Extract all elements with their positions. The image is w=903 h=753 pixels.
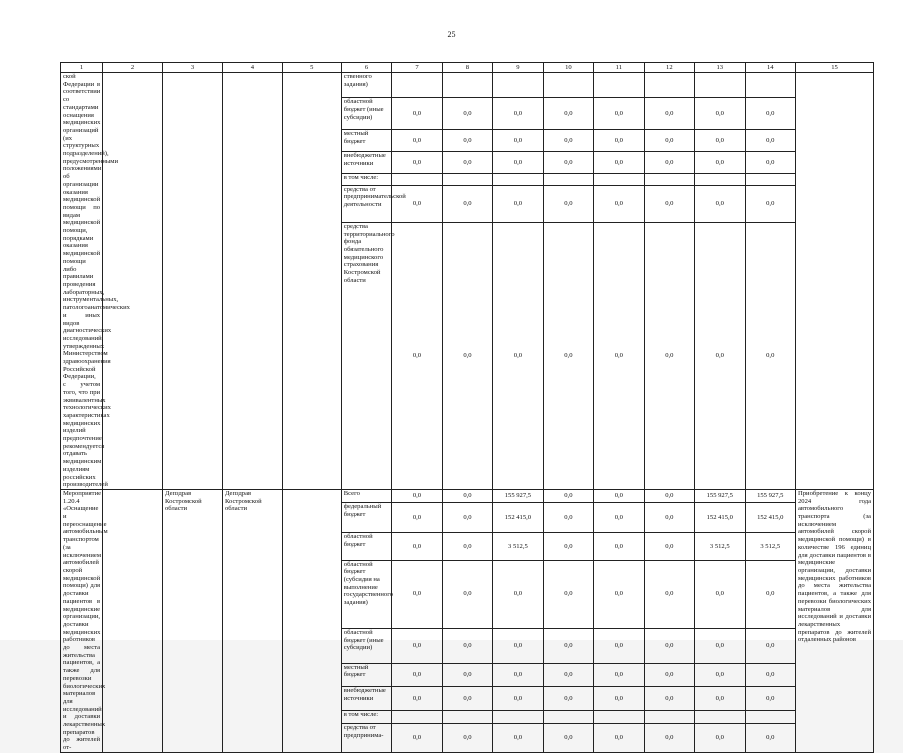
value-cell: 0,0	[695, 152, 745, 174]
value-cell: 0,0	[695, 663, 745, 687]
value-cell: 0,0	[543, 130, 593, 152]
value-cell: 0,0	[695, 560, 745, 628]
value-cell: 0,0	[594, 152, 644, 174]
value-cell	[594, 710, 644, 723]
funding-source: средства территориального фонда обязательного медицинского страхования Костромской области	[341, 222, 391, 489]
value-cell	[543, 173, 593, 185]
value-cell: 0,0	[493, 687, 543, 711]
value-cell: 0,0	[543, 185, 593, 222]
column-header: 15	[795, 63, 873, 73]
value-cell: 152 415,0	[695, 502, 745, 532]
value-cell: 0,0	[442, 628, 492, 663]
value-cell: 0,0	[594, 533, 644, 560]
value-cell: 0,0	[644, 185, 694, 222]
table-row	[61, 73, 874, 98]
value-cell	[543, 710, 593, 723]
value-cell: 0,0	[442, 560, 492, 628]
value-cell: 0,0	[745, 185, 795, 222]
value-cell: 0,0	[392, 185, 442, 222]
value-cell: 0,0	[594, 98, 644, 130]
column-5-cell	[282, 489, 341, 752]
executor-cell: Депздрав Костромской области	[163, 489, 223, 752]
value-cell: 0,0	[442, 663, 492, 687]
value-cell: 0,0	[543, 489, 593, 502]
column-header: 4	[222, 63, 282, 73]
value-cell	[745, 73, 795, 98]
value-cell: 0,0	[745, 687, 795, 711]
value-cell: 0,0	[644, 489, 694, 502]
value-cell: 0,0	[644, 222, 694, 489]
budget-table	[60, 62, 874, 753]
value-cell: 0,0	[594, 502, 644, 532]
funding-source: областной бюджет (иные субсидии)	[341, 98, 391, 130]
value-cell: 0,0	[594, 185, 644, 222]
value-cell: 0,0	[392, 723, 442, 752]
value-cell: 152 415,0	[493, 502, 543, 532]
value-cell: 0,0	[442, 222, 492, 489]
funding-source: ственного задания)	[341, 73, 391, 98]
value-cell	[442, 173, 492, 185]
value-cell: 0,0	[745, 222, 795, 489]
value-cell: 0,0	[644, 152, 694, 174]
value-cell: 0,0	[392, 152, 442, 174]
value-cell	[392, 173, 442, 185]
column-header: 10	[543, 63, 593, 73]
value-cell: 0,0	[745, 560, 795, 628]
value-cell: 0,0	[745, 628, 795, 663]
value-cell: 0,0	[442, 489, 492, 502]
value-cell: 0,0	[594, 130, 644, 152]
value-cell: 0,0	[442, 185, 492, 222]
value-cell: 0,0	[543, 222, 593, 489]
value-cell: 0,0	[644, 628, 694, 663]
value-cell	[493, 73, 543, 98]
value-cell: 3 512,5	[695, 533, 745, 560]
value-cell: 0,0	[392, 687, 442, 711]
value-cell	[493, 710, 543, 723]
value-cell	[442, 73, 492, 98]
column-header: 8	[442, 63, 492, 73]
value-cell	[442, 710, 492, 723]
value-cell: 0,0	[695, 723, 745, 752]
value-cell: 0,0	[695, 130, 745, 152]
value-cell: 0,0	[644, 130, 694, 152]
value-cell: 0,0	[493, 663, 543, 687]
value-cell: 0,0	[493, 723, 543, 752]
value-cell	[543, 73, 593, 98]
value-cell: 0,0	[493, 222, 543, 489]
value-cell: 0,0	[543, 687, 593, 711]
value-cell: 0,0	[745, 663, 795, 687]
value-cell: 0,0	[442, 152, 492, 174]
value-cell: 0,0	[594, 687, 644, 711]
value-cell: 0,0	[392, 533, 442, 560]
value-cell: 0,0	[442, 98, 492, 130]
value-cell: 0,0	[493, 628, 543, 663]
value-cell: 0,0	[543, 663, 593, 687]
value-cell	[493, 173, 543, 185]
value-cell: 0,0	[442, 723, 492, 752]
value-cell: 0,0	[594, 663, 644, 687]
value-cell: 0,0	[392, 130, 442, 152]
value-cell	[644, 710, 694, 723]
value-cell: 0,0	[392, 222, 442, 489]
value-cell: 0,0	[543, 502, 593, 532]
value-cell: 0,0	[695, 98, 745, 130]
value-cell: 3 512,5	[493, 533, 543, 560]
value-cell: 0,0	[392, 489, 442, 502]
funding-source: областной бюджет	[341, 533, 391, 560]
value-cell: 0,0	[594, 222, 644, 489]
value-cell	[745, 173, 795, 185]
column-2-cell	[103, 489, 163, 752]
column-header: 11	[594, 63, 644, 73]
value-cell: 3 512,5	[745, 533, 795, 560]
header-row	[61, 63, 874, 73]
value-cell: 0,0	[493, 185, 543, 222]
value-cell: 0,0	[543, 628, 593, 663]
value-cell: 0,0	[543, 560, 593, 628]
value-cell: 0,0	[695, 628, 745, 663]
value-cell: 0,0	[644, 560, 694, 628]
value-cell	[644, 73, 694, 98]
funding-source: областной бюджет (субсидия на выполнение государственного задания)	[341, 560, 391, 628]
value-cell: 0,0	[644, 723, 694, 752]
funding-source: в том числе:	[341, 173, 391, 185]
value-cell: 0,0	[594, 489, 644, 502]
expected-result: Приобретение к концу 2024 года автомобильного транспорта (за исключением автомобилей скорой медицинской помощи) в количестве 196 единиц для доставки пациентов в медицинские организации, доставки медицинских работников до места жительства пациентов, а также для перевозки биологических материалов для исследований и доставки лекарственных препаратов до жителей отдаленных районов	[795, 489, 873, 752]
column-header: 1	[61, 63, 103, 73]
value-cell: 0,0	[644, 502, 694, 532]
funding-source: местный бюджет	[341, 130, 391, 152]
column-header: 13	[695, 63, 745, 73]
value-cell	[594, 173, 644, 185]
value-cell: 0,0	[442, 533, 492, 560]
activity-description: Мероприятие 1.20.4 «Оснащение и переоснащение автомобильным транспортом (за исключением автомобилей скорой медицинской помощи) для доставки пациентов в медицинские организации, доставки медицинских работников до места жительства пациентов, а также для перевозки биологических материалов для исследований и доставки лекарственных препаратов до жителей от-	[61, 489, 103, 752]
value-cell	[695, 710, 745, 723]
value-cell: 0,0	[543, 152, 593, 174]
funding-source: внебюджетные источники	[341, 687, 391, 711]
value-cell: 0,0	[695, 185, 745, 222]
column-header: 9	[493, 63, 543, 73]
coexecutor-cell: Депздрав Костромской области	[222, 489, 282, 752]
funding-source: внебюджетные источники	[341, 152, 391, 174]
value-cell: 0,0	[392, 628, 442, 663]
value-cell: 155 927,5	[493, 489, 543, 502]
value-cell: 0,0	[644, 98, 694, 130]
column-header: 6	[341, 63, 391, 73]
column-2-cell	[103, 73, 163, 490]
value-cell: 0,0	[442, 502, 492, 532]
expected-result	[795, 73, 873, 490]
value-cell	[695, 173, 745, 185]
table-row	[61, 489, 874, 502]
column-header: 14	[745, 63, 795, 73]
column-header: 3	[163, 63, 223, 73]
value-cell: 0,0	[745, 723, 795, 752]
column-5-cell	[282, 73, 341, 490]
column-header: 2	[103, 63, 163, 73]
value-cell: 0,0	[745, 152, 795, 174]
funding-source: средства от предпринима-	[341, 723, 391, 752]
value-cell: 0,0	[594, 723, 644, 752]
value-cell: 0,0	[392, 560, 442, 628]
funding-source: в том числе:	[341, 710, 391, 723]
value-cell: 0,0	[493, 98, 543, 130]
value-cell: 0,0	[594, 560, 644, 628]
value-cell: 0,0	[695, 687, 745, 711]
column-header: 7	[392, 63, 442, 73]
value-cell: 0,0	[442, 130, 492, 152]
value-cell: 0,0	[543, 533, 593, 560]
funding-source: местный бюджет	[341, 663, 391, 687]
value-cell	[745, 710, 795, 723]
value-cell: 0,0	[543, 723, 593, 752]
value-cell: 0,0	[644, 533, 694, 560]
value-cell: 0,0	[644, 663, 694, 687]
value-cell: 0,0	[745, 98, 795, 130]
value-cell: 0,0	[392, 663, 442, 687]
value-cell: 0,0	[745, 130, 795, 152]
funding-source: областной бюджет (иные субсидии)	[341, 628, 391, 663]
column-header: 12	[644, 63, 694, 73]
column-header: 5	[282, 63, 341, 73]
value-cell	[392, 710, 442, 723]
funding-source: федеральный бюджет	[341, 502, 391, 532]
funding-source: средства от предпринимательской деятельности	[341, 185, 391, 222]
value-cell: 0,0	[644, 687, 694, 711]
value-cell: 152 415,0	[745, 502, 795, 532]
value-cell: 155 927,5	[745, 489, 795, 502]
executor-cell	[163, 73, 223, 490]
page-number: 25	[447, 30, 456, 39]
value-cell: 0,0	[594, 628, 644, 663]
value-cell	[644, 173, 694, 185]
value-cell: 0,0	[493, 130, 543, 152]
value-cell: 155 927,5	[695, 489, 745, 502]
coexecutor-cell	[222, 73, 282, 490]
value-cell: 0,0	[493, 152, 543, 174]
value-cell	[695, 73, 745, 98]
value-cell: 0,0	[493, 560, 543, 628]
value-cell: 0,0	[442, 687, 492, 711]
value-cell: 0,0	[392, 502, 442, 532]
value-cell	[392, 73, 442, 98]
value-cell: 0,0	[392, 98, 442, 130]
value-cell: 0,0	[695, 222, 745, 489]
funding-source: Всего	[341, 489, 391, 502]
activity-description: ской Федерации в соответствии со стандартами оснащения медицинских организаций (их структурных подразделений), предусмотренными положениями об организации оказания медицинской помощи по видам медицинской помощи, порядками оказания медицинской помощи либо правилами проведения лабораторных, инструментальных, патологоанатомических и иных видов диагностических исследований, утвержденных Министерством здравоохранения Российской Федерации, с учетом того, что при эквивалентных технологических характеристиках медицинских изделий предпочтение рекомендуется отдавать медицинским изделиям российских производителей	[61, 73, 103, 490]
value-cell: 0,0	[543, 98, 593, 130]
value-cell	[594, 73, 644, 98]
